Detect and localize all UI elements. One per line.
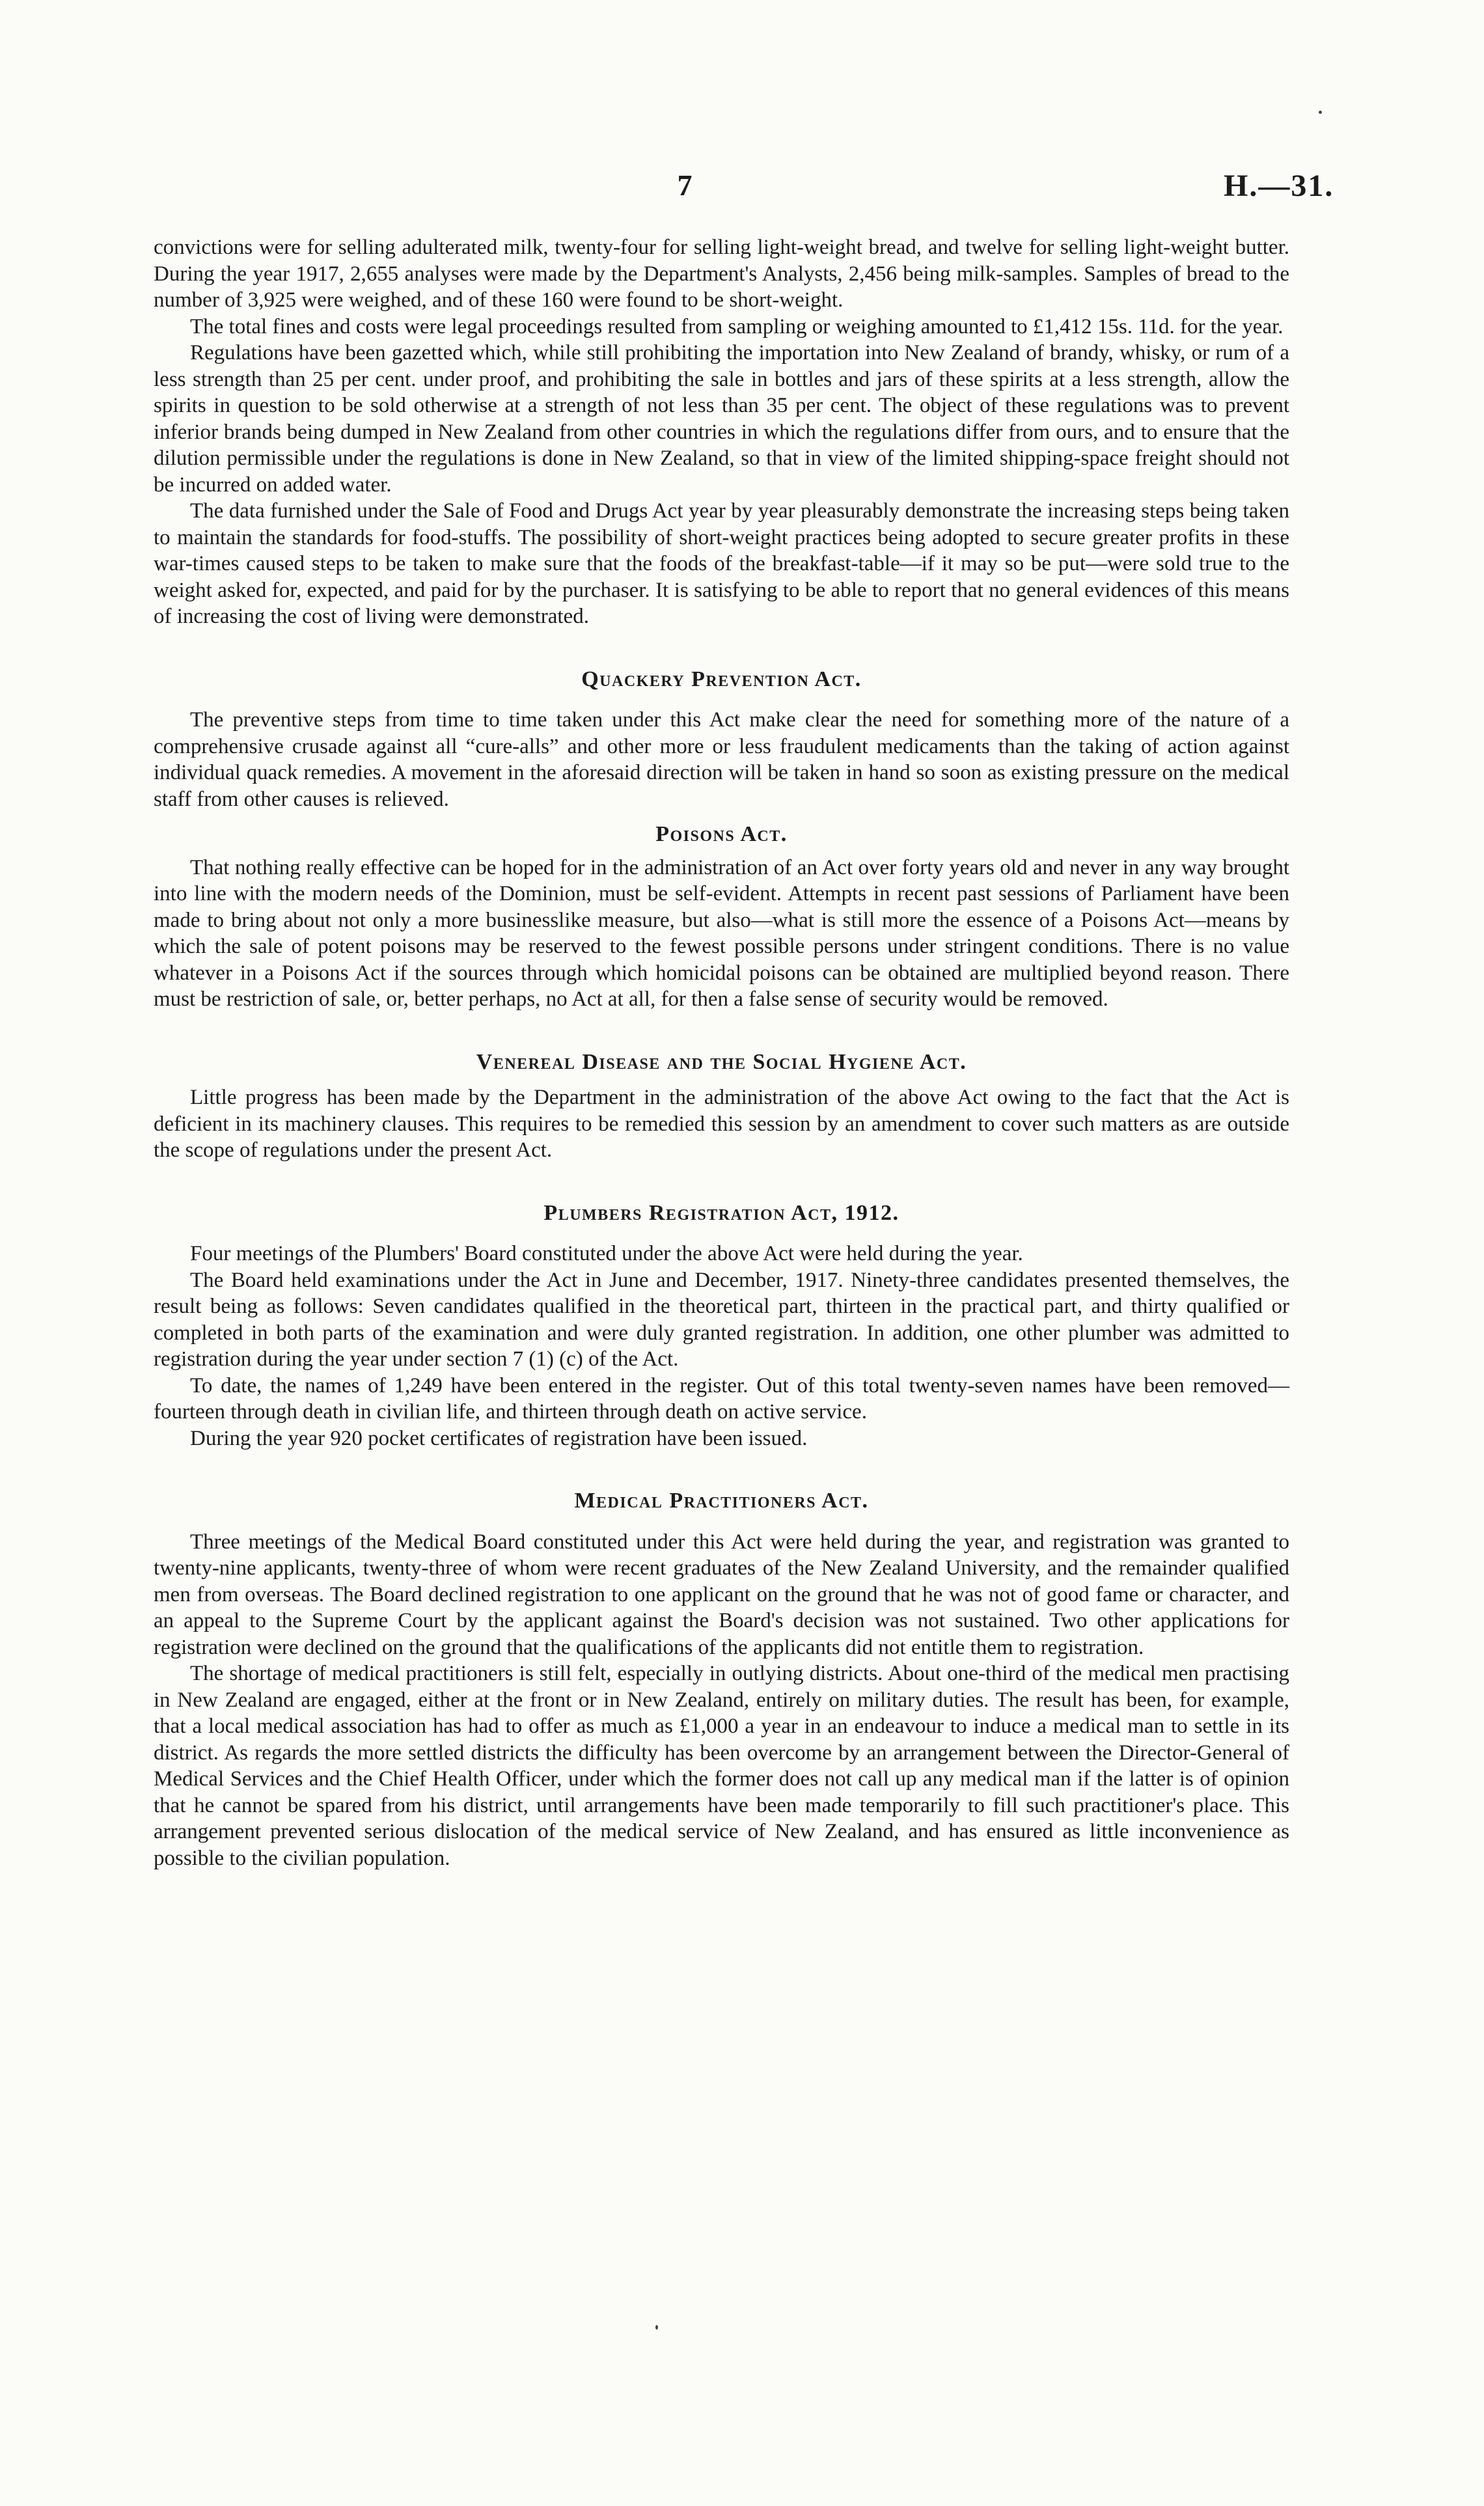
- paragraph: Regulations have been gazetted which, while still prohibiting the importation into New Zealand of brandy, whisky, or rum of a less strength than 25 per cent. under proof, and prohibiting the sale in bottles and jars of these spirits at a less strength, allow the spirits in question to be sold otherwise at a strength of not less than 35 per cent. The object of these regulations was to prevent inferior brands being dumped in New Zealand from other countries in which the regulations differ from ours, and to ensure that the dilution permissible under the regulations is done in New Zealand, so that in view of the limited shipping-space freight should not be incurred on added water.: [154, 341, 1289, 497]
- scan-speck: [1319, 111, 1322, 114]
- paragraph: During the year 920 pocket certificates of registration have been issued.: [190, 1426, 808, 1450]
- paragraph: Four meetings of the Plumbers' Board constituted under the above Act were held during the year.: [190, 1242, 1023, 1265]
- paragraph: The total fines and costs were legal proceedings resulted from sampling or weighing amounted to £1,412 15s. 11d. for the year.: [190, 314, 1284, 338]
- document-body: [154, 234, 1289, 1871]
- section-heading: Poisons Act.: [655, 822, 788, 846]
- section-heading: Medical Practitioners Act.: [574, 1489, 869, 1513]
- paragraph: To date, the names of 1,249 have been entered in the register. Out of this total twenty-seven names have been removed—fourteen through death in civilian life, and thirteen through death on active service.: [154, 1373, 1289, 1424]
- paragraph: Little progress has been made by the Department in the administration of the above Act owing to the fact that the Act is deficient in its machinery clauses. This requires to be remedied this session by an amendment to cover such matters as are outside the scope of regulations under the present Act.: [154, 1086, 1289, 1162]
- section-heading: Plumbers Registration Act, 1912.: [543, 1200, 900, 1225]
- page-number: 7: [677, 169, 693, 202]
- paragraph: Three meetings of the Medical Board constituted under this Act were held during the year, and registration was granted to twenty-nine applicants, twenty-three of whom were recent graduates of the New Zealand University, and the remainder qualified men from overseas. The Board declined registration to one applicant on the ground that he was not of good fame or character, and an appeal to the Supreme Court by the applicant against the Board's decision was not sustained. Two other applications for registration were declined on the ground that the qualifications of the applicants did not entitle them to registration.: [154, 1530, 1289, 1659]
- paragraph: The data furnished under the Sale of Food and Drugs Act year by year pleasurably demonstrate the increasing steps being taken to maintain the standards for food-stuffs. The possibility of short-weight practices being adopted to secure greater profits in these war-times caused steps to be taken to make sure that the foods of the breakfast-table—if it may so be put—were sold true to the weight asked for, expected, and paid for by the purchaser. It is satisfying to be able to report that no general evidences of this means of increasing the cost of living were demonstrated.: [154, 499, 1289, 628]
- paragraph: The Board held examinations under the Act in June and December, 1917. Ninety-three candidates presented themselves, the result being as follows: Seven candidates qualified in the theoretical part, thirteen in the practical part, and thirty qualified or completed in both parts of the examination and were duly granted registration. In addition, one other plumber was admitted to registration during the year under section 7 (1) (c) of the Act.: [154, 1268, 1289, 1371]
- paragraph: That nothing really effective can be hoped for in the administration of an Act over forty years old and never in any way brought into line with the modern needs of the Dominion, must be self-evident. Attempts in recent past sessions of Parliament have been made to bring about not only a more businesslike measure, but also—what is still more the essence of a Poisons Act—means by which the sale of potent poisons may be reserved to the fewest possible persons under stringent conditions. There is no value whatever in a Poisons Act if the sources through which homicidal poisons can be obtained are multiplied beyond reason. There must be restriction of sale, or, better perhaps, no Act at all, for then a false sense of security would be removed.: [154, 855, 1289, 1011]
- document-reference: H.—31.: [1224, 169, 1334, 203]
- page-header: [0, 168, 1484, 213]
- section-heading: Venereal Disease and the Social Hygiene Act.: [476, 1049, 967, 1074]
- scan-speck: [655, 2325, 658, 2330]
- paragraph: convictions were for selling adulterated milk, twenty-four for selling light-weight bread, and twelve for selling light-weight butter. During the year 1917, 2,655 analyses were made by the Department's Analysts, 2,456 being milk-samples. Samples of bread to the number of 3,925 were weighed, and of these 160 were found to be short-weight.: [154, 236, 1289, 312]
- section-heading: Quackery Prevention Act.: [581, 667, 862, 691]
- paragraph: The shortage of medical practitioners is still felt, especially in outlying districts. About one-third of the medical men practising in New Zealand are engaged, either at the front or in New Zealand, entirely on military duties. The result has been, for example, that a local medical association has had to offer as much as £1,000 a year in an endeavour to induce a medical man to settle in its district. As regards the more settled districts the difficulty has been overcome by an arrangement between the Director-General of Medical Services and the Chief Health Officer, under which the former does not call up any medical man if the latter is of opinion that he cannot be spared from his district, until arrangements have been made temporarily to fill such practitioner's place. This arrangement prevented serious dislocation of the medical service of New Zealand, and has ensured as little inconvenience as possible to the civilian population.: [154, 1662, 1289, 1870]
- paragraph: The preventive steps from time to time taken under this Act make clear the need for something more of the nature of a comprehensive crusade against all “cure-alls” and other more or less fraudulent medicaments than the taking of action against individual quack remedies. A movement in the aforesaid direction will be taken in hand so soon as existing pressure on the medical staff from other causes is relieved.: [154, 708, 1289, 811]
